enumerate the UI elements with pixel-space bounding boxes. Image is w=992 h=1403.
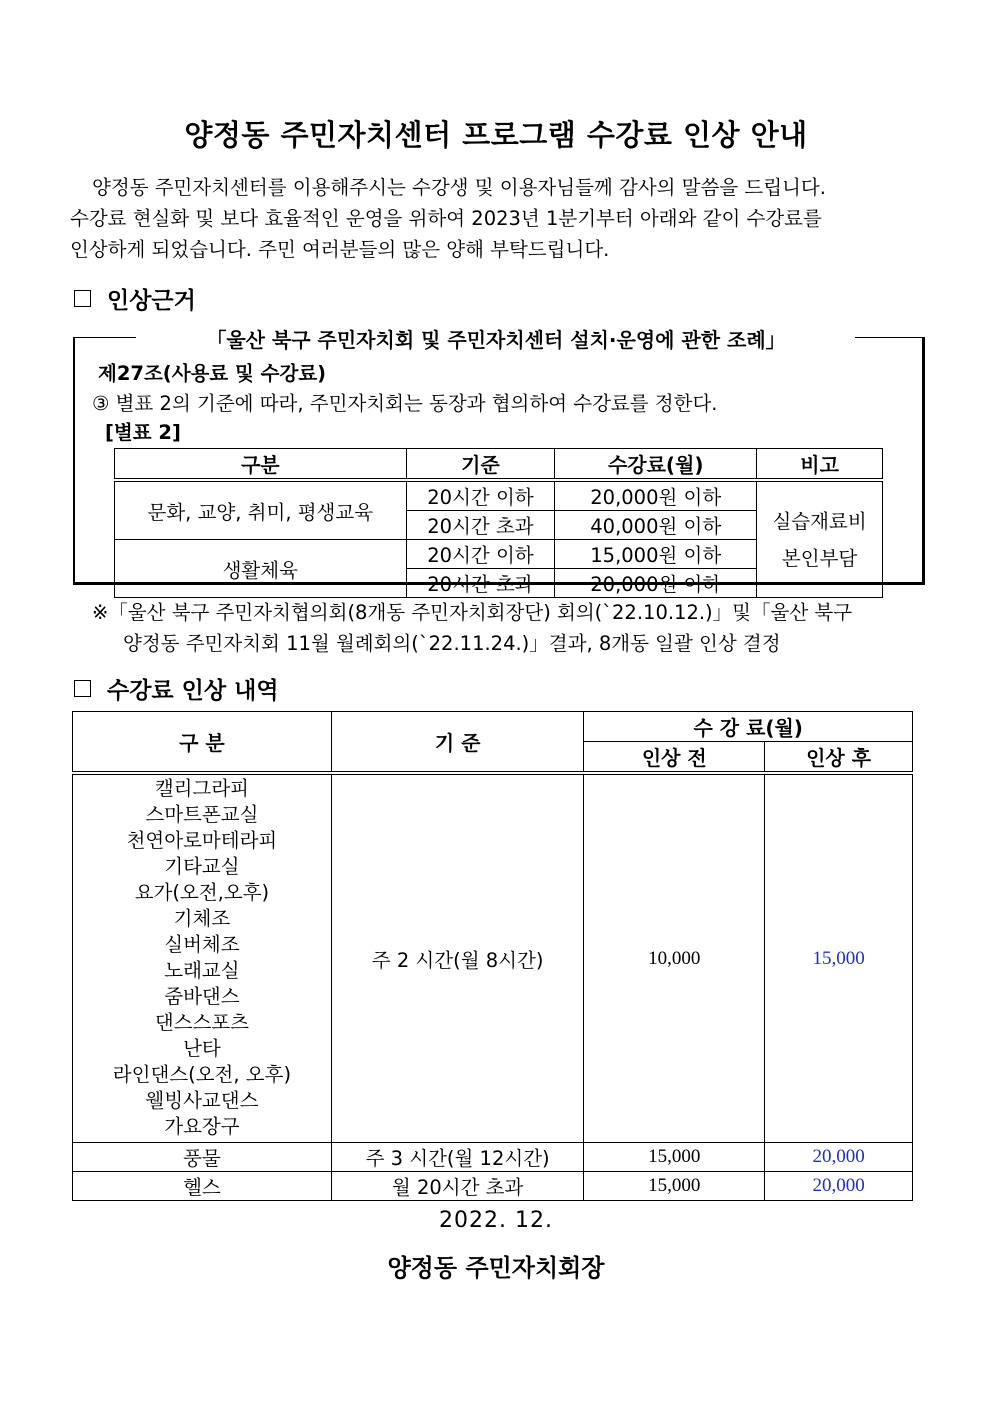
section-heading-basis — [74, 282, 196, 315]
table-cell: 20시간 초과 — [406, 511, 555, 540]
table-header: 수강료(월) — [555, 449, 757, 481]
table-header: 기 준 — [331, 712, 584, 774]
remark-line: 실습재료비 — [772, 509, 867, 533]
table-cell: 15,000 — [584, 1143, 765, 1172]
checkbox-icon — [74, 680, 91, 697]
table-cell: 20,000 — [765, 1143, 913, 1172]
table-cell: 20시간 초과 — [406, 569, 555, 598]
list-item: 스마트폰교실 — [145, 803, 259, 826]
section-heading-label: 수강료 인상 내역 — [107, 678, 279, 704]
list-item: 노래교실 — [164, 959, 240, 982]
intro-line: 양정동 주민자치센터를 이용해주시는 수강생 및 이용자님들께 감사의 말씀을 드립니다. — [92, 176, 826, 199]
intro-line: 인상하게 되었습니다. 주민 여러분들의 많은 양해 부탁드립니다. — [70, 238, 610, 261]
list-item: 기체조 — [173, 907, 231, 930]
list-item: 줌바댄스 — [164, 985, 240, 1008]
remark-line: 본인부담 — [781, 546, 858, 570]
table-header: 구분 — [115, 449, 407, 481]
table-cell: 20시간 이하 — [406, 480, 555, 511]
article-clause: ③ 별표 2의 기준에 따라, 주민자치회는 동장과 협의하여 수강료를 정한다. — [92, 392, 718, 415]
annex-table — [114, 448, 883, 598]
table-header: 구 분 — [73, 712, 332, 774]
table-header: 인상 후 — [765, 742, 913, 774]
table-cell: 주 3 시간(월 12시간) — [331, 1143, 584, 1172]
table-cell: 생활체육 — [115, 540, 407, 598]
list-item: 웰빙사교댄스 — [145, 1089, 259, 1112]
table-header: 비고 — [757, 449, 883, 481]
fee-table — [72, 711, 913, 1201]
table-header: 수 강 료(월) — [584, 712, 913, 742]
table-header: 인상 전 — [584, 742, 765, 774]
table-cell: 20,000원 이하 — [555, 569, 757, 598]
table-cell: 15,000원 이하 — [555, 540, 757, 569]
note-line: ※「울산 북구 주민자치협의회(8개동 주민자치회장단) 회의(`22.10.12.)」및「울산 북구 — [92, 601, 853, 624]
article-title: 제27조(사용료 및 수강료) — [98, 362, 327, 385]
table-cell: 월 20시간 초과 — [331, 1172, 584, 1201]
table-cell — [757, 480, 883, 598]
intro-paragraph — [70, 172, 928, 265]
list-item: 난타 — [183, 1037, 221, 1060]
table-cell: 헬스 — [73, 1172, 332, 1201]
section-heading-label: 인상근거 — [107, 288, 196, 314]
list-item: 실버체조 — [164, 933, 240, 956]
document-date: 2022. 12. — [439, 1208, 553, 1233]
section-heading-details — [74, 672, 279, 705]
table-cell: 15,000 — [584, 1172, 765, 1201]
table-cell: 20,000 — [765, 1172, 913, 1201]
list-item: 천연아로마테라피 — [126, 829, 278, 852]
list-item: 기타교실 — [164, 855, 240, 878]
note-line: 양정동 주민자치회 11월 월례회의(`22.11.24.)」결과, 8개동 일괄 인상 결정 — [123, 632, 781, 655]
program-list — [73, 773, 332, 1143]
table-header: 기준 — [406, 449, 555, 481]
table-cell: 문화, 교양, 취미, 평생교육 — [115, 480, 407, 540]
ordinance-title: 「울산 북구 주민자치회 및 주민자치센터 설치·운영에 관한 조례」 — [206, 328, 786, 352]
signature: 양정동 주민자치회장 — [387, 1254, 605, 1282]
table-cell: 풍물 — [73, 1143, 332, 1172]
table-cell: 주 2 시간(월 8시간) — [331, 773, 584, 1143]
list-item: 요가(오전,오후) — [134, 881, 270, 904]
list-item: 댄스스포츠 — [154, 1011, 250, 1034]
decision-note — [92, 597, 852, 659]
list-item: 캘리그라피 — [154, 777, 250, 800]
list-item: 라인댄스(오전, 오후) — [112, 1063, 292, 1086]
table-cell: 20시간 이하 — [406, 540, 555, 569]
table-cell: 15,000 — [765, 773, 913, 1143]
page-title: 양정동 주민자치센터 프로그램 수강료 인상 안내 — [184, 118, 808, 152]
table-cell: 10,000 — [584, 773, 765, 1143]
annex-label: [별표 2] — [105, 421, 181, 444]
table-cell: 40,000원 이하 — [555, 511, 757, 540]
frame-border — [73, 337, 136, 338]
intro-line: 수강료 현실화 및 보다 효율적인 운영을 위하여 2023년 1분기부터 아래와 같이 수강료를 — [70, 207, 822, 230]
list-item: 가요장구 — [164, 1115, 240, 1138]
frame-border — [855, 337, 925, 338]
table-cell: 20,000원 이하 — [555, 480, 757, 511]
checkbox-icon — [74, 290, 91, 307]
